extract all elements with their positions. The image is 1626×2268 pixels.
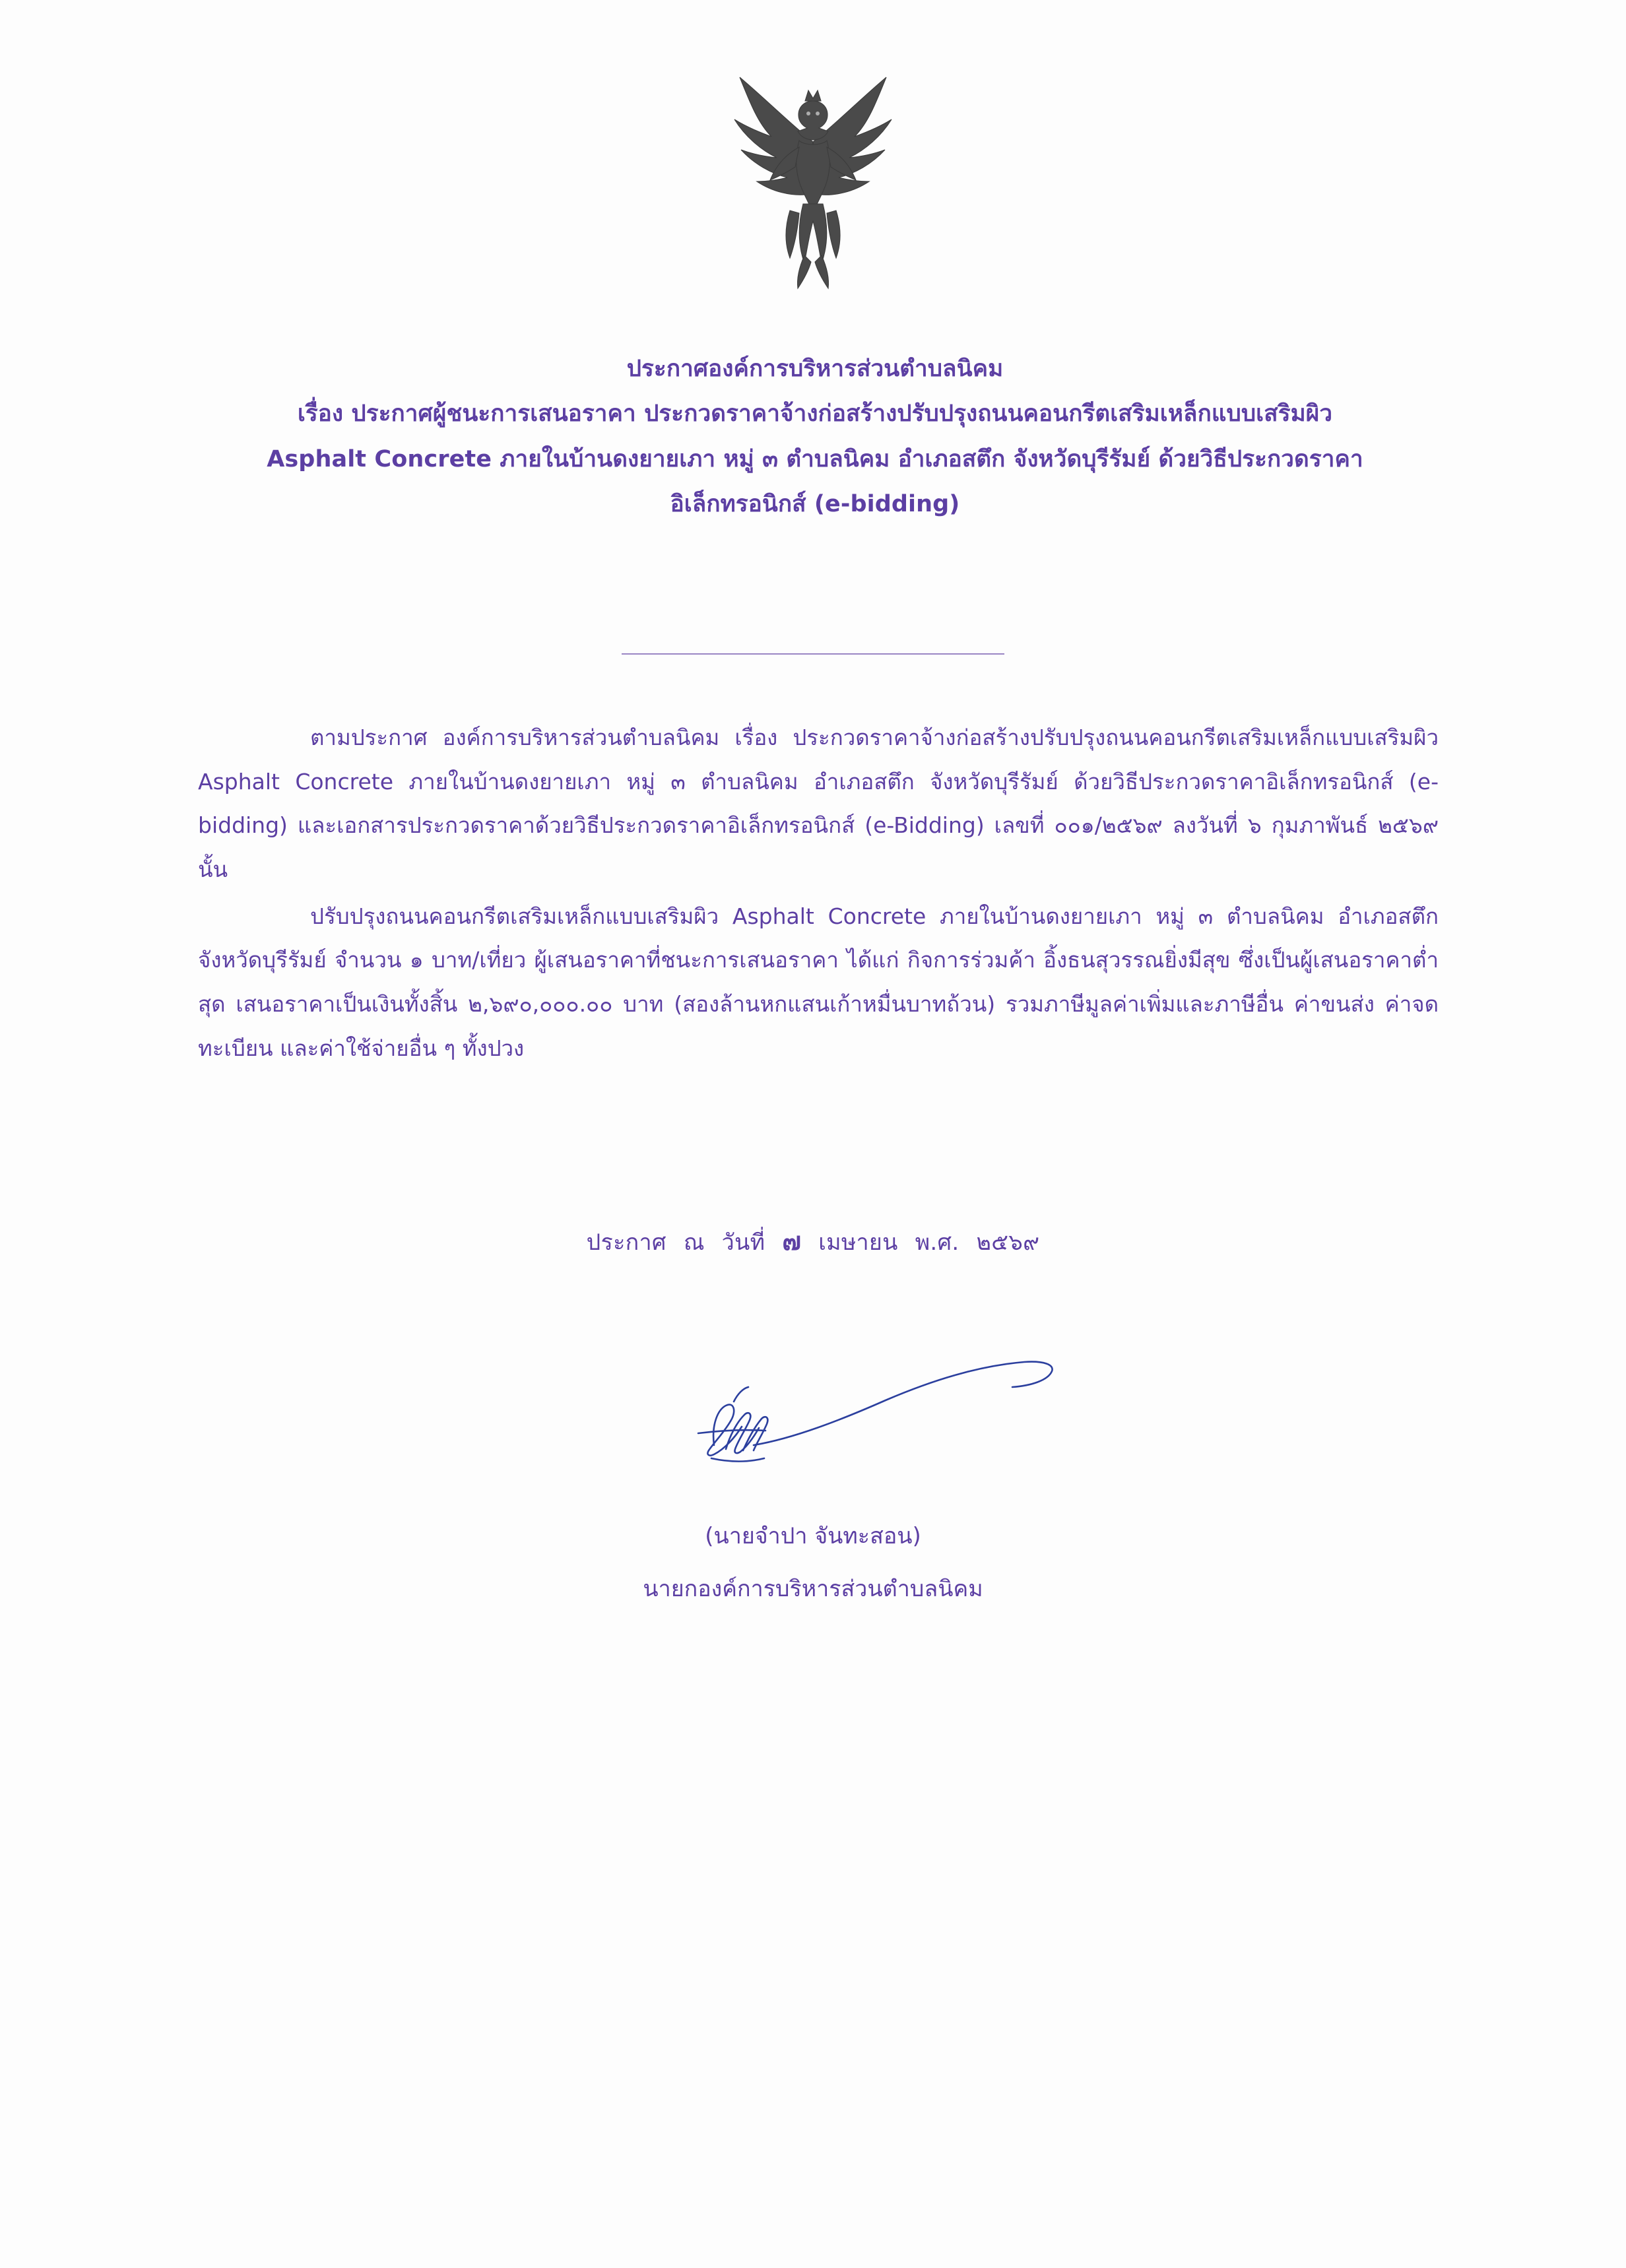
- date-year-prefix: พ.ศ.: [915, 1229, 959, 1256]
- date-day-value: ๗: [782, 1227, 802, 1256]
- handwritten-signature-icon: [516, 1346, 1110, 1491]
- signature-name: (นายจำปา จันทะสอน): [705, 1523, 921, 1549]
- date-day-label: วันที่: [721, 1229, 765, 1256]
- document-body: [198, 716, 1439, 1073]
- body-paragraph-1-text: ตามประกาศ องค์การบริหารส่วนตำบลนิคม เรื่อง ประกวดราคาจ้างก่อสร้างปรับปรุงถนนคอนกรีตเสริมเหล็กแบบเสริมผิว Asphalt Concrete ภายในบ้านดงยายเภา หมู่ ๓ ตำบลนิคม อำเภอสตึก จังหวัดบุรีรัมย์ ด้วยวิธีประกวดราคาอิเล็กทรอนิกส์ (e-bidding) และเอกสารประกวดราคาด้วยวิธีประกวดราคาอิเล็กทรอนิกส์ (e-Bidding) เลขที่ ๐๐๑/๒๕๖๙ ลงวันที่ ๖ กุมภาพันธ์ ๒๕๖๙ นั้น: [198, 725, 1439, 882]
- heading-line-1: ประกาศองค์การบริหารส่วนตำบลนิคม: [626, 356, 1004, 382]
- body-paragraph-2-text: ปรับปรุงถนนคอนกรีตเสริมเหล็กแบบเสริมผิว Asphalt Concrete ภายในบ้านดงยายเภา หมู่ ๓ ตำบลนิคม อำเภอสตึก จังหวัดบุรีรัมย์ จำนวน ๑ บาท/เที่ยว ผู้เสนอราคาที่ชนะการเสนอราคา ได้แก่ กิจการร่วมค้า อิ้งธนสุวรรณยิ่งมีสุข ซึ่งเป็นผู้เสนอราคาต่ำสุด เสนอราคาเป็นเงินทั้งสิ้น ๒,๖๙๐,๐๐๐.๐๐ บาท (สองล้านหกแสนเก้าหมื่นบาทถ้วน) รวมภาษีมูลค่าเพิ่มและภาษีอื่น ค่าขนส่ง ค่าจดทะเบียน และค่าใช้จ่ายอื่น ๆ ทั้งปวง: [198, 903, 1439, 1061]
- document-heading: [112, 346, 1518, 527]
- garuda-emblem-icon: [711, 63, 915, 294]
- heading-line-4: อิเล็กทรอนิกส์ (e-bidding): [670, 490, 960, 517]
- date-at: ณ: [683, 1229, 705, 1256]
- date-prefix: ประกาศ: [586, 1229, 667, 1256]
- heading-divider: [622, 653, 1004, 655]
- announcement-date-line: [0, 1221, 1626, 1261]
- date-year-value: ๒๕๖๙: [976, 1229, 1040, 1256]
- date-month: เมษายน: [818, 1229, 898, 1256]
- body-paragraph-2: [198, 895, 1439, 1071]
- emblem-container: [0, 63, 1626, 294]
- signature-container: [0, 1346, 1626, 1491]
- heading-line-3: Asphalt Concrete ภายในบ้านดงยายเภา หมู่ ๓ ตำบลนิคม อำเภอสตึก จังหวัดบุรีรัมย์ ด้วยวิธีประกวดราคา: [267, 445, 1363, 472]
- heading-line-2: เรื่อง ประกาศผู้ชนะการเสนอราคา ประกวดราคาจ้างก่อสร้างปรับปรุงถนนคอนกรีตเสริมเหล็กแบบเสริมผิว: [297, 401, 1333, 428]
- signature-title: นายกองค์การบริหารส่วนตำบลนิคม: [643, 1576, 983, 1602]
- body-paragraph-1: [198, 716, 1439, 892]
